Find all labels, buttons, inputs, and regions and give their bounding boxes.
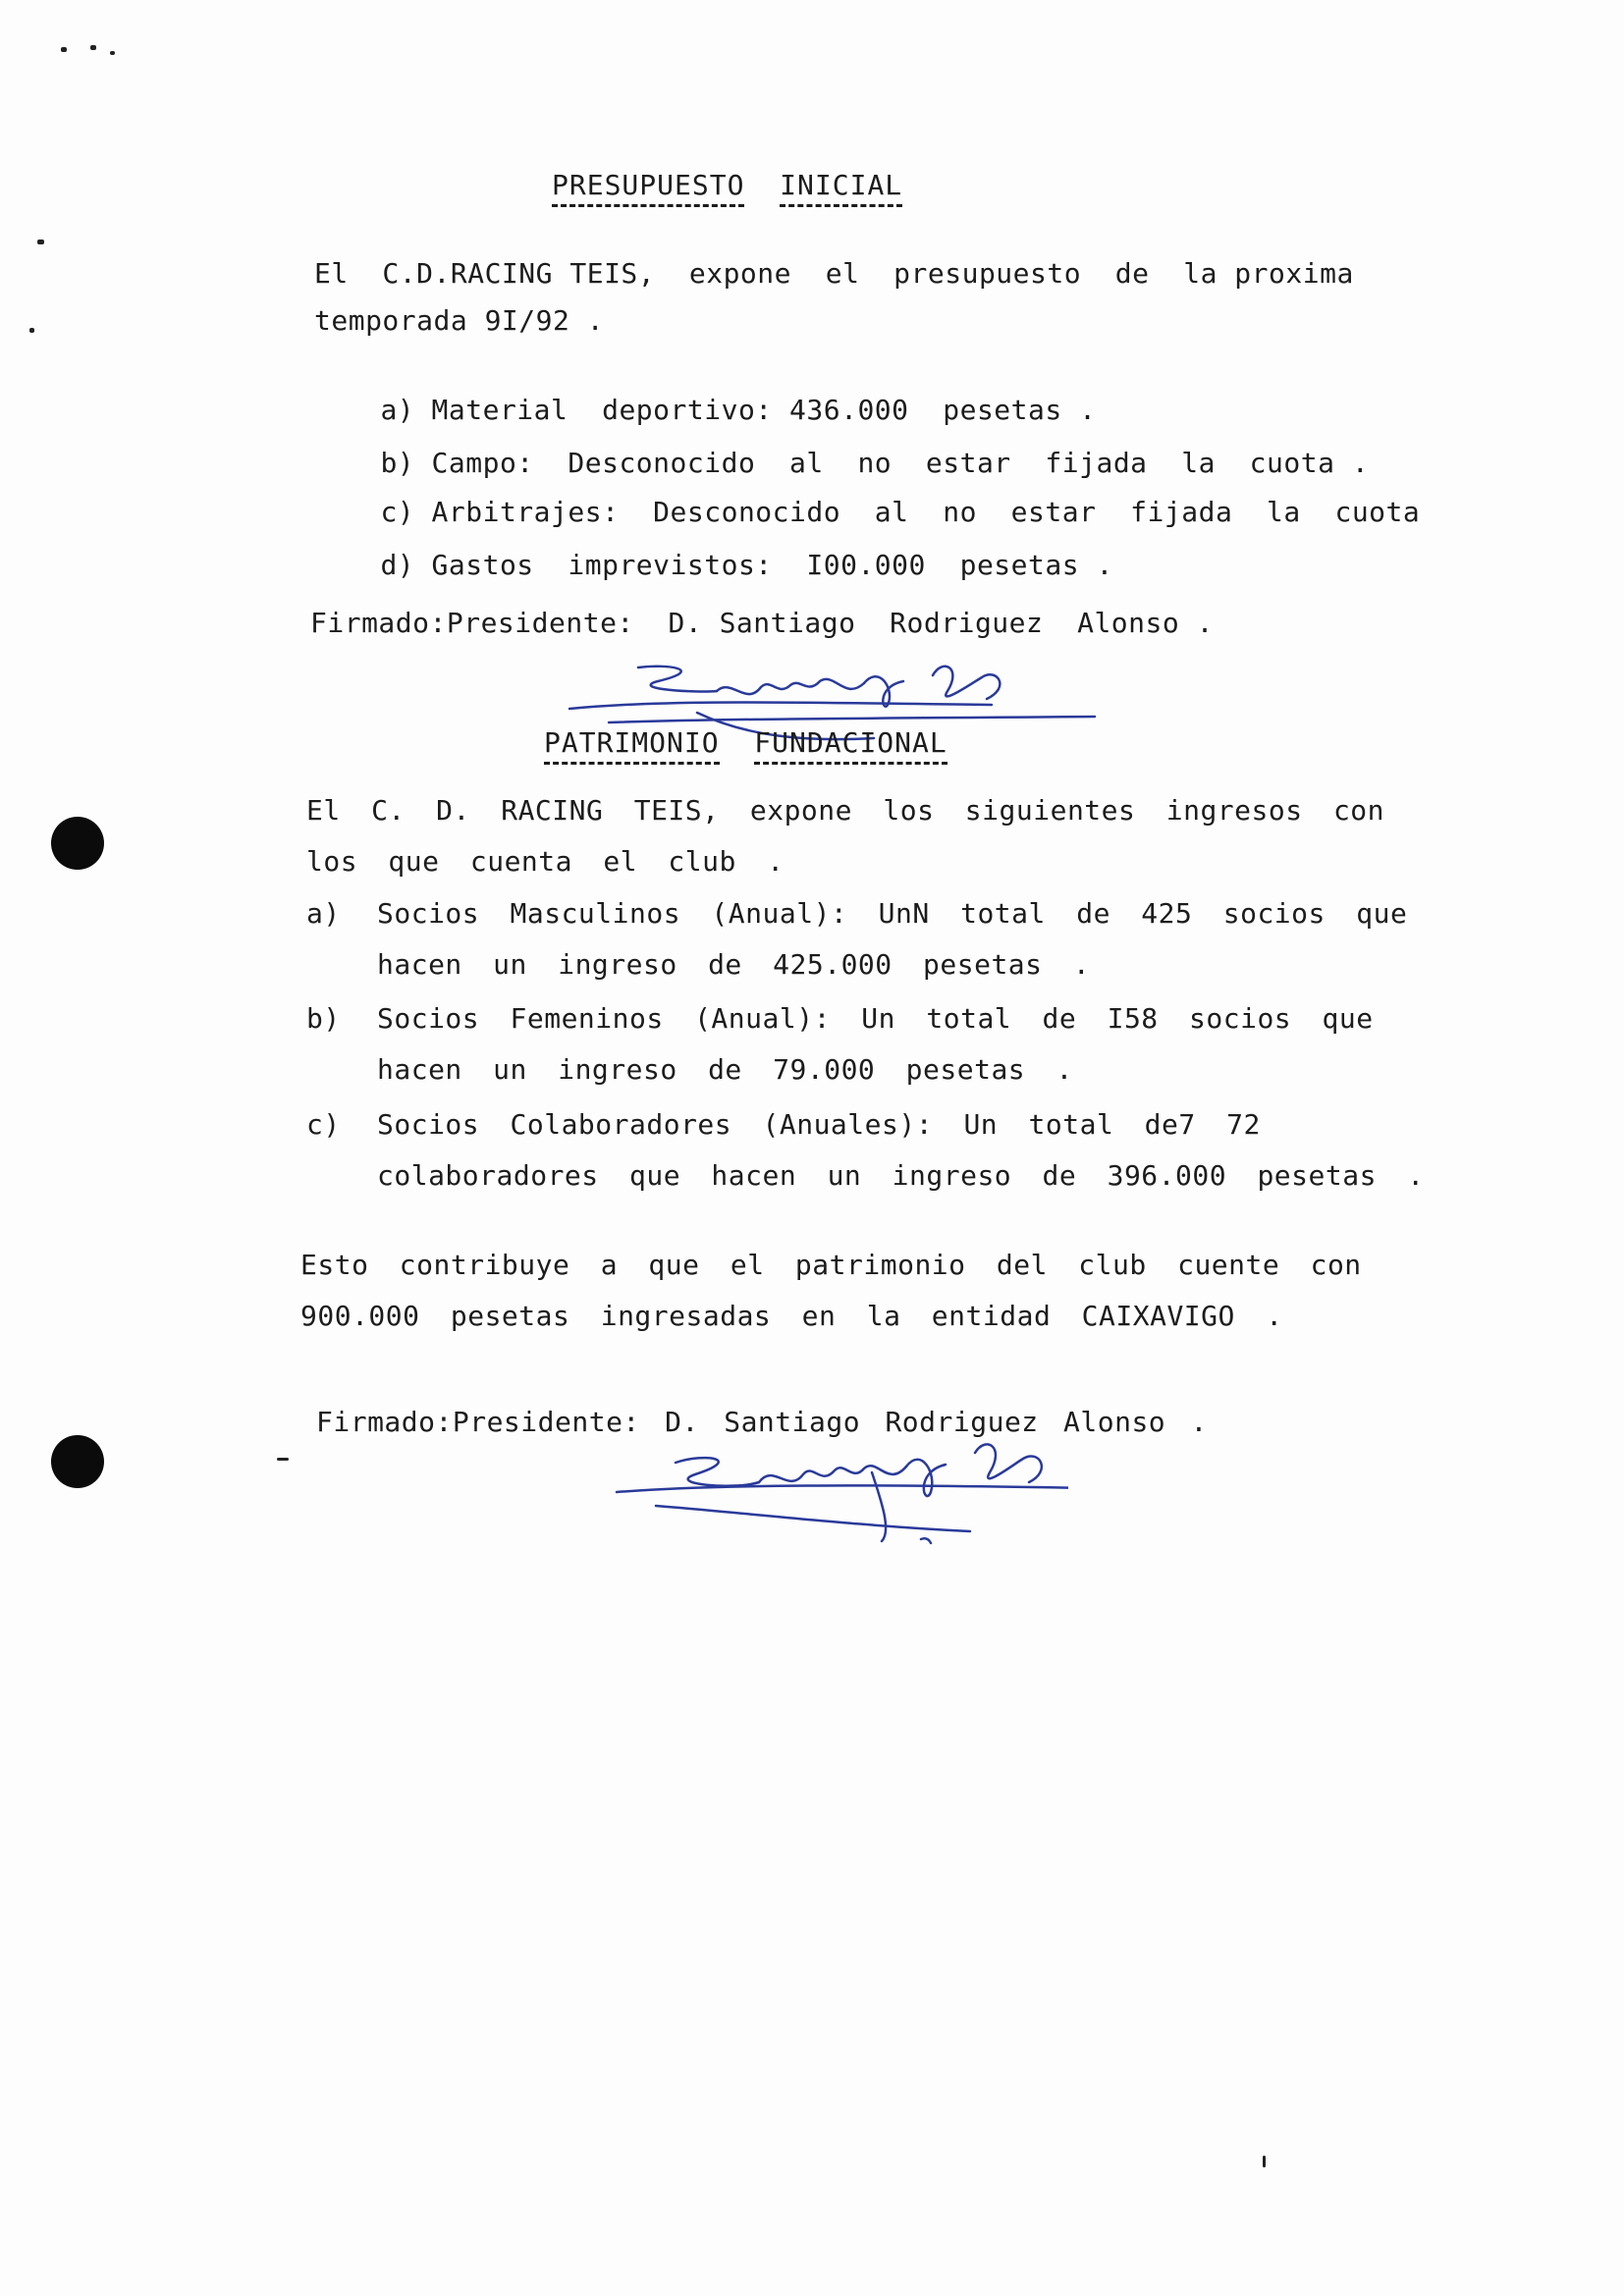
item-text: Gastos imprevistos: I00.000 pesetas . bbox=[431, 549, 1113, 581]
income-item bbox=[306, 1099, 1460, 1201]
item-label: d) bbox=[380, 549, 415, 581]
intro-line: El C.D.RACING TEIS, expone el presupuesto de la proxima bbox=[314, 257, 1354, 290]
scan-speck bbox=[1263, 2156, 1266, 2167]
item-text: Socios Colaboradores (Anuales): Un total de7 72 colaboradores que hacen un ingreso de 396.000 pesetas . bbox=[377, 1108, 1425, 1192]
intro-paragraph: El C. D. RACING TEIS, expone los siguientes ingresos con los que cuenta el club . bbox=[306, 794, 1385, 878]
signature-icon bbox=[597, 1423, 1068, 1561]
item-text: Socios Femeninos (Anual): Un total de I58 socios que hacen un ingreso de 79.000 pesetas . bbox=[377, 1002, 1374, 1086]
hole-punch-icon bbox=[51, 1435, 104, 1488]
title-word: INICIAL bbox=[780, 169, 902, 207]
item-text: Campo: Desconocido al no estar fijada la cuota . bbox=[431, 447, 1370, 479]
item-label: c) bbox=[380, 496, 415, 528]
item-label: a) bbox=[306, 897, 341, 930]
section-title-presupuesto bbox=[552, 169, 902, 207]
item-text: Arbitrajes: Desconocido al no estar fijada la cuota bbox=[431, 496, 1421, 528]
section-title-patrimonio bbox=[544, 726, 947, 765]
income-item bbox=[306, 888, 1460, 990]
title-word: PRESUPUESTO bbox=[552, 169, 744, 207]
scan-speck bbox=[110, 51, 115, 55]
item-text: Material deportivo: 436.000 pesetas . bbox=[431, 394, 1097, 426]
scan-speck bbox=[90, 45, 96, 50]
scan-speck bbox=[61, 47, 67, 52]
item-label: c) bbox=[306, 1108, 341, 1141]
hole-punch-icon bbox=[51, 817, 104, 870]
scan-speck bbox=[37, 240, 44, 244]
signed-line: Firmado:Presidente: D. Santiago Rodriguez Alonso . bbox=[316, 1406, 1208, 1438]
title-word: FUNDACIONAL bbox=[754, 726, 947, 765]
item-label: a) bbox=[380, 394, 415, 426]
scan-speck bbox=[29, 328, 34, 333]
item-text: Socios Masculinos (Anual): UnN total de 425 socios que hacen un ingreso de 425.000 pesetas . bbox=[377, 897, 1408, 981]
item-label: b) bbox=[306, 1002, 341, 1035]
closing-paragraph: Esto contribuye a que el patrimonio del club cuente con 900.000 pesetas ingresadas en la entidad CAIXAVIGO . bbox=[300, 1249, 1362, 1332]
item-label: b) bbox=[380, 447, 415, 479]
intro-line: temporada 9I/92 . bbox=[314, 304, 605, 337]
income-item bbox=[306, 993, 1460, 1095]
title-word: PATRIMONIO bbox=[544, 726, 720, 765]
budget-item bbox=[312, 515, 1113, 615]
signed-line: Firmado:Presidente: D. Santiago Rodriguez Alonso . bbox=[310, 607, 1214, 639]
scan-speck bbox=[277, 1458, 289, 1461]
